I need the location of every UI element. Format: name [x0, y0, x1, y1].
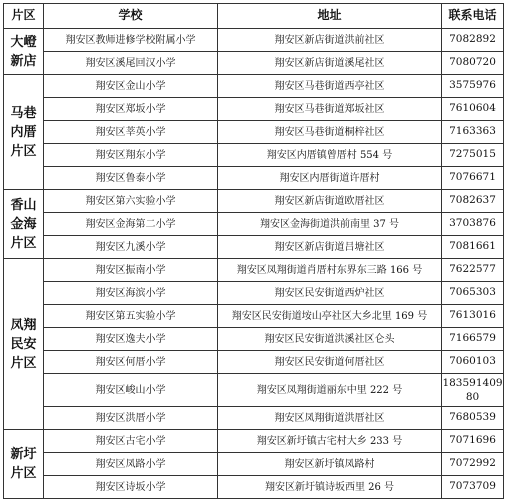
district-cell	[4, 259, 44, 430]
phone-cell: 7071696	[442, 430, 504, 453]
phone-cell: 7080720	[442, 52, 504, 75]
phone-line: 80	[465, 391, 480, 403]
table-row	[4, 144, 504, 167]
address-cell: 翔安区金海街道洪前南里 37 号	[218, 213, 442, 236]
address-cell: 翔安区民安街道垵山亭社区大乡北里 169 号	[218, 305, 442, 328]
table-row	[4, 374, 504, 407]
school-name-cell: 翔安区教师进修学校附属小学	[44, 29, 218, 52]
address-cell: 翔安区马巷街道桐梓社区	[218, 121, 442, 144]
address-cell: 翔安区新店街道欧厝社区	[218, 190, 442, 213]
school-name-cell: 翔安区第六实验小学	[44, 190, 218, 213]
address-cell: 翔安区新店街道吕塘社区	[218, 236, 442, 259]
phone-cell: 7076671	[442, 167, 504, 190]
table-row	[4, 236, 504, 259]
district-label-line: 内厝	[10, 124, 37, 140]
table-row	[4, 282, 504, 305]
phone-cell: 7613016	[442, 305, 504, 328]
district-cell	[4, 75, 44, 190]
school-name-cell: 翔安区凤路小学	[44, 453, 218, 476]
district-label-line: 香山	[10, 197, 37, 213]
phone-cell: 7072992	[442, 453, 504, 476]
school-name-cell: 翔安区逸夫小学	[44, 328, 218, 351]
district-label-line: 新圩	[10, 447, 37, 462]
header-school: 学校	[44, 4, 218, 29]
address-cell: 翔安区新店街道洪前社区	[218, 29, 442, 52]
district-label-line: 大嶝	[10, 34, 37, 50]
table-row	[4, 453, 504, 476]
table-row	[4, 328, 504, 351]
table-row	[4, 52, 504, 75]
district-cell	[4, 430, 44, 499]
phone-cell: 7060103	[442, 351, 504, 374]
district-label-line: 片区	[10, 143, 37, 159]
address-cell: 翔安区凤翔街道丽东中里 222 号	[218, 374, 442, 407]
table-row	[4, 430, 504, 453]
table-header-row	[4, 4, 504, 29]
table-row	[4, 407, 504, 430]
school-name-cell: 翔安区何厝小学	[44, 351, 218, 374]
school-name-cell: 翔安区金山小学	[44, 75, 218, 98]
school-name-cell: 翔安区郑坂小学	[44, 98, 218, 121]
school-name-cell: 翔安区翔东小学	[44, 144, 218, 167]
address-cell: 翔安区新圩镇诗坂西里 26 号	[218, 476, 442, 499]
school-name-cell: 翔安区九溪小学	[44, 236, 218, 259]
district-label-line: 新店	[10, 53, 37, 69]
phone-cell: 3575976	[442, 75, 504, 98]
table-row	[4, 305, 504, 328]
header-phone: 联系电话	[442, 4, 504, 29]
district-label-line: 凤翔	[10, 317, 37, 333]
phone-cell: 7082892	[442, 29, 504, 52]
district-label-line: 片区	[10, 235, 37, 251]
address-cell: 翔安区马巷街道西亭社区	[218, 75, 442, 98]
address-cell: 翔安区凤翔街道洪厝社区	[218, 407, 442, 430]
table-row	[4, 476, 504, 499]
school-name-cell: 翔安区鲁泰小学	[44, 167, 218, 190]
address-cell: 翔安区民安街道何厝社区	[218, 351, 442, 374]
district-label-line: 马巷	[10, 105, 37, 121]
school-name-cell: 翔安区海滨小学	[44, 282, 218, 305]
school-contact-page	[3, 3, 503, 496]
school-name-cell: 翔安区古宅小学	[44, 430, 218, 453]
table-row	[4, 190, 504, 213]
school-name-cell: 翔安区洪厝小学	[44, 407, 218, 430]
table-row	[4, 29, 504, 52]
table-row	[4, 75, 504, 98]
phone-line: 183591409	[442, 377, 503, 389]
district-label-line: 民安	[10, 336, 37, 352]
table-row	[4, 259, 504, 282]
school-name-cell: 翔安区金海第二小学	[44, 213, 218, 236]
school-name-cell: 翔安区溪尾回汉小学	[44, 52, 218, 75]
header-district: 片区	[4, 4, 44, 29]
table-row	[4, 98, 504, 121]
table-body	[4, 29, 504, 499]
phone-cell: 7166579	[442, 328, 504, 351]
school-contact-table	[3, 3, 504, 499]
school-name-cell: 翔安区莘英小学	[44, 121, 218, 144]
phone-cell: 7622577	[442, 259, 504, 282]
address-cell: 翔安区内厝镇曾厝村 554 号	[218, 144, 442, 167]
table-row	[4, 121, 504, 144]
address-cell: 翔安区内厝街道许厝村	[218, 167, 442, 190]
school-name-cell: 翔安区诗坂小学	[44, 476, 218, 499]
phone-cell	[442, 374, 504, 407]
district-label-line: 金海	[10, 216, 37, 232]
address-cell: 翔安区新店街道溪尾社区	[218, 52, 442, 75]
phone-cell: 7081661	[442, 236, 504, 259]
phone-cell: 3703876	[442, 213, 504, 236]
table-row	[4, 351, 504, 374]
phone-cell: 7610604	[442, 98, 504, 121]
address-cell: 翔安区民安街道洪溪社区仑头	[218, 328, 442, 351]
phone-cell: 7073709	[442, 476, 504, 499]
school-name-cell: 翔安区峻山小学	[44, 374, 218, 407]
address-cell: 翔安区新圩镇凤路村	[218, 453, 442, 476]
address-cell: 翔安区马巷街道郑坂社区	[218, 98, 442, 121]
district-cell	[4, 29, 44, 75]
school-name-cell: 翔安区振南小学	[44, 259, 218, 282]
phone-cell: 7275015	[442, 144, 504, 167]
header-address: 地址	[218, 4, 442, 29]
table-row	[4, 213, 504, 236]
phone-cell: 7082637	[442, 190, 504, 213]
address-cell: 翔安区民安街道西炉社区	[218, 282, 442, 305]
phone-cell: 7163363	[442, 121, 504, 144]
district-label-line: 片区	[10, 466, 37, 481]
address-cell: 翔安区新圩镇古宅村大乡 233 号	[218, 430, 442, 453]
school-name-cell: 翔安区第五实验小学	[44, 305, 218, 328]
phone-cell: 7065303	[442, 282, 504, 305]
district-label-line: 片区	[10, 355, 37, 371]
phone-cell: 7680539	[442, 407, 504, 430]
address-cell: 翔安区凤翔街道肖厝村东界东三路 166 号	[218, 259, 442, 282]
table-row	[4, 167, 504, 190]
district-cell	[4, 190, 44, 259]
